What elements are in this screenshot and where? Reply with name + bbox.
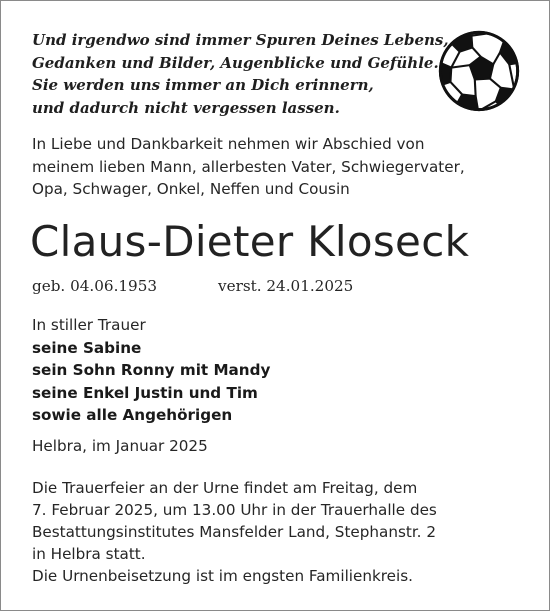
- soccer-ball-icon: [437, 29, 521, 113]
- mourner-line: sein Sohn Ronny mit Mandy: [32, 361, 271, 379]
- soccer-ball-graphic: [437, 29, 521, 113]
- funeral-line: Bestattungsinstitutes Mansfelder Land, Stephanstr. 2: [32, 523, 436, 541]
- place-and-date: Helbra, im Januar 2025: [32, 437, 208, 455]
- funeral-line: Die Trauerfeier an der Urne findet am Freitag, dem: [32, 479, 418, 497]
- memorial-poem: [32, 29, 449, 119]
- mourner-line: seine Enkel Justin und Tim: [32, 383, 258, 402]
- funeral-details: [32, 477, 532, 587]
- birth-date: geb. 04.06.1953: [32, 277, 158, 295]
- funeral-line: in Helbra statt.: [32, 545, 146, 563]
- mourners-block: [32, 314, 532, 427]
- intro-line: meinem lieben Mann, allerbesten Vater, Schwiegervater,: [32, 157, 465, 176]
- intro-line: In Liebe und Dankbarkeit nehmen wir Abschied von: [32, 135, 425, 153]
- funeral-line: Die Urnenbeisetzung ist im engsten Familienkreis.: [32, 567, 413, 585]
- death-date: verst. 24.01.2025: [218, 277, 354, 295]
- poem-line: und dadurch nicht vergessen lassen.: [32, 98, 340, 117]
- mourners-heading: In stiller Trauer: [32, 316, 146, 334]
- life-dates: [32, 275, 532, 297]
- mourner-line: sowie alle Angehörigen: [32, 406, 233, 424]
- mourner-line: seine Sabine: [32, 338, 142, 357]
- farewell-intro: [32, 133, 532, 201]
- intro-line: Opa, Schwager, Onkel, Neffen und Cousin: [32, 180, 350, 198]
- deceased-name: Claus-Dieter Kloseck: [30, 217, 470, 266]
- poem-line: Und irgendwo sind immer Spuren Deines Lebens,: [32, 31, 449, 49]
- poem-line: Sie werden uns immer an Dich erinnern,: [32, 76, 374, 94]
- funeral-line: 7. Februar 2025, um 13.00 Uhr in der Trauerhalle des: [32, 501, 437, 519]
- poem-line: Gedanken und Bilder, Augenblicke und Gefühle.: [32, 53, 439, 72]
